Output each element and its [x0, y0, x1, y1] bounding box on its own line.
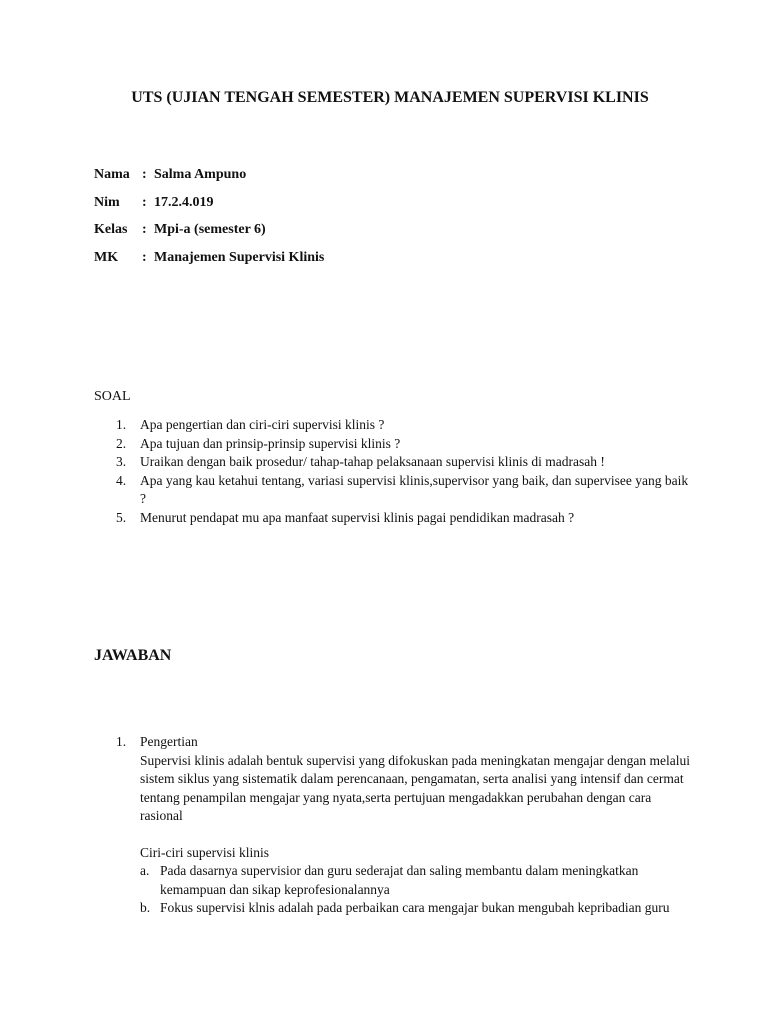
answer-section	[116, 733, 696, 918]
info-value: 17.2.4.019	[154, 194, 214, 210]
info-separator: :	[142, 222, 147, 237]
answer-heading: Pengertian	[140, 734, 198, 749]
question-number: 4.	[116, 472, 127, 488]
ciri-heading: Ciri-ciri supervisi klinis	[140, 844, 269, 860]
question-number: 1.	[116, 417, 127, 432]
info-separator: :	[142, 194, 147, 210]
question-text: Menurut pendapat mu apa manfaat supervisi klinis pagai pendidikan madrasah ?	[140, 509, 575, 525]
question-item	[116, 453, 696, 472]
ciri-letter: a.	[140, 863, 150, 878]
ciri-item	[140, 862, 696, 899]
question-item	[116, 416, 696, 435]
question-number: 5.	[116, 509, 127, 525]
question-list	[116, 416, 696, 527]
question-text: Apa pengertian dan ciri-ciri supervisi klinis ?	[140, 417, 385, 432]
answer-paragraph: Supervisi klinis adalah bentuk supervisi yang difokuskan pada meningkatan mengajar dengan melalui sistem siklus yang sistematik dalam perencanaan, pengamatan, serta analisi yang intensif dan cermat tentang penampilan mengajar yang nyata,serta pertujuan mengadakkan perubahan dengan cara rasional	[140, 752, 690, 823]
info-separator: :	[142, 167, 147, 182]
info-label: Nama	[94, 167, 130, 182]
info-row-kelas	[94, 222, 324, 250]
ciri-letter: b.	[140, 900, 151, 915]
question-item	[116, 509, 696, 528]
page-title: UTS (UJIAN TENGAH SEMESTER) MANAJEMEN SUPERVISI KLINIS	[131, 89, 649, 106]
info-separator: :	[142, 249, 147, 265]
answer-body	[140, 733, 696, 918]
question-text: Apa yang kau ketahui tentang, variasi supervisi klinis,supervisor yang baik, dan supervisee yang baik ?	[140, 472, 689, 506]
question-item	[116, 435, 696, 454]
info-row-nama	[94, 167, 324, 195]
info-label: Nim	[94, 194, 120, 210]
question-item	[116, 472, 696, 509]
info-row-nim	[94, 195, 324, 223]
student-info	[94, 167, 324, 277]
ciri-text: Pada dasarnya supervisior dan guru sederajat dan saling membantu dalam meningkatkan kemampuan dan sikap keprofesionalannya	[160, 863, 639, 897]
info-value: Mpi-a (semester 6)	[154, 222, 266, 237]
jawaban-heading: JAWABAN	[94, 647, 172, 664]
question-text: Apa tujuan dan prinsip-prinsip supervisi klinis ?	[140, 435, 401, 451]
question-number: 3.	[116, 454, 127, 469]
info-value: Manajemen Supervisi Klinis	[154, 249, 325, 265]
info-label: MK	[94, 249, 119, 265]
answer-item	[116, 733, 696, 918]
answer-number: 1.	[116, 734, 127, 749]
question-text: Uraikan dengan baik prosedur/ tahap-tahap pelaksanaan supervisi klinis di madrasah !	[140, 454, 605, 469]
ciri-text: Fokus supervisi klnis adalah pada perbaikan cara mengajar bukan mengubah kepribadian guru	[160, 900, 670, 915]
info-label: Kelas	[94, 222, 128, 237]
soal-heading: SOAL	[94, 389, 131, 404]
info-value: Salma Ampuno	[154, 167, 247, 182]
question-number: 2.	[116, 435, 127, 451]
info-row-mk	[94, 250, 324, 278]
ciri-item	[140, 899, 696, 918]
